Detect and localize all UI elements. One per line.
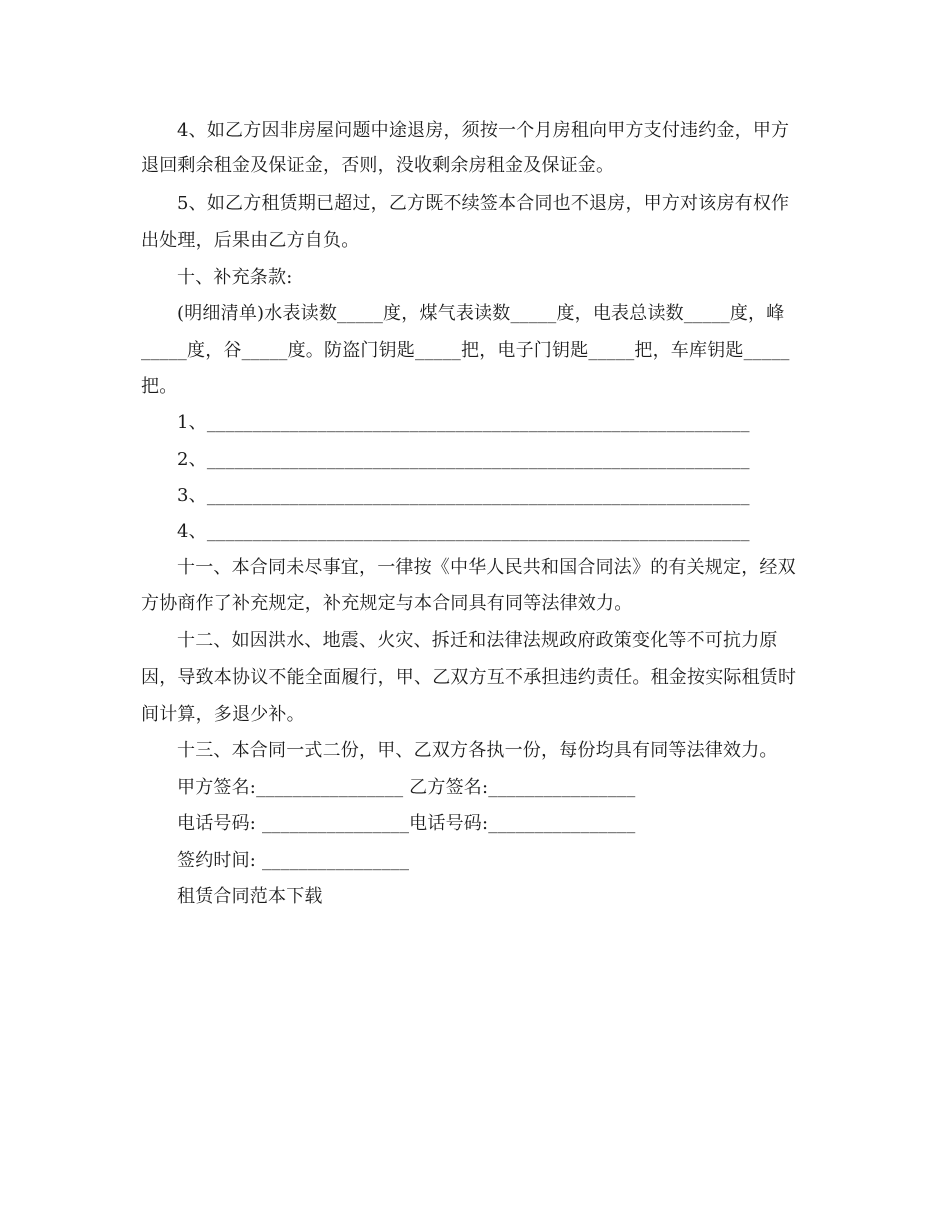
clause-12-line-3: 间计算，多退少补。 bbox=[141, 704, 305, 725]
phone-line: 电话号码: ________________电话号码:________________ bbox=[177, 813, 636, 834]
inventory-line-1: (明细清单)水表读数_____度，煤气表读数_____度，电表总读数_____度，峰 bbox=[177, 303, 785, 324]
clause-11-line-2: 方协商作了补充规定，补充规定与本合同具有同等法律效力。 bbox=[141, 593, 633, 614]
clause-9-item-5-line-2: 出处理，后果由乙方自负。 bbox=[141, 230, 360, 251]
clause-12-line-2: 因，导致本协议不能全面履行，甲、乙双方互不承担违约责任。租金按实际租赁时 bbox=[141, 667, 797, 688]
clause-13-line: 十三、本合同一式二份，甲、乙双方各执一份，每份均具有同等法律效力。 bbox=[177, 740, 778, 761]
blank-item-3: 3、___________________________________________________________ bbox=[177, 485, 750, 506]
signature-line: 甲方签名:________________ 乙方签名:________________ bbox=[177, 777, 636, 798]
clause-9-item-4-line-1: 4、如乙方因非房屋问题中途退房，须按一个月房租向甲方支付违约金，甲方 bbox=[177, 120, 790, 141]
inventory-line-3: 把。 bbox=[141, 376, 178, 397]
blank-item-1: 1、___________________________________________________________ bbox=[177, 412, 750, 433]
clause-9-item-5-line-1: 5、如乙方租赁期已超过，乙方既不续签本合同也不退房，甲方对该房有权作 bbox=[177, 193, 790, 214]
inventory-line-2: _____度，谷_____度。防盗门钥匙_____把，电子门钥匙_____把，车库钥匙_____ bbox=[141, 340, 790, 361]
clause-11-line-1: 十一、本合同未尽事宜，一律按《中华人民共和国合同法》的有关规定，经双 bbox=[177, 557, 796, 578]
signing-date-line: 签约时间: ________________ bbox=[177, 850, 410, 871]
blank-item-2: 2、___________________________________________________________ bbox=[177, 449, 750, 470]
download-note: 租赁合同范本下载 bbox=[177, 886, 323, 907]
blank-item-4: 4、___________________________________________________________ bbox=[177, 521, 750, 542]
clause-9-item-4-line-2: 退回剩余租金及保证金，否则，没收剩余房租金及保证金。 bbox=[141, 155, 615, 176]
clause-10-heading: 十、补充条款: bbox=[177, 267, 293, 288]
clause-12-line-1: 十二、如因洪水、地震、火灾、拆迁和法律法规政府政策变化等不可抗力原 bbox=[177, 630, 778, 651]
